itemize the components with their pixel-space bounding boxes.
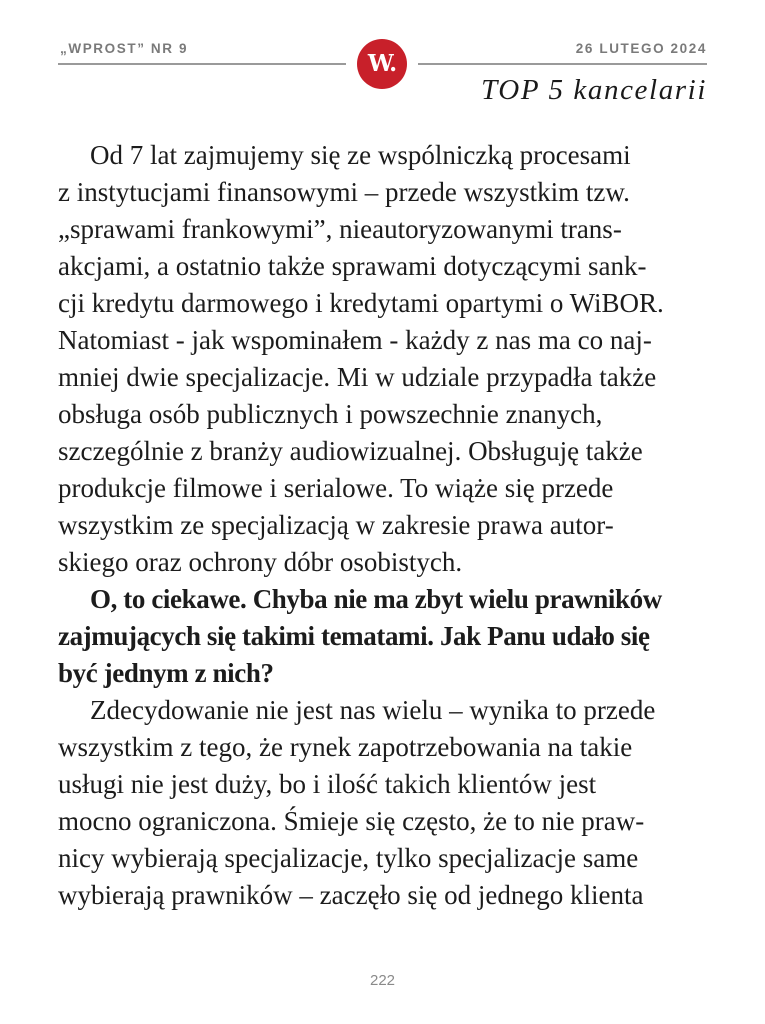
wprost-logo [357, 39, 407, 89]
header-rule-left [58, 63, 346, 65]
text-line: mniej dwie specjalizacje. Mi w udziale przypadła także [58, 362, 657, 392]
text-line: „sprawami frankowymi”, nieautoryzowanymi trans- [58, 214, 622, 244]
text-line: Od 7 lat zajmujemy się ze wspólniczką procesami [90, 140, 631, 170]
text-line: akcjami, a ostatnio także sprawami dotyczącymi sank- [58, 251, 647, 281]
text-line: z instytucjami finansowymi – przede wszystkim tzw. [58, 177, 630, 207]
text-line: usługi nie jest duży, bo i ilość takich klientów jest [58, 769, 597, 799]
text-line: skiego oraz ochrony dóbr osobistych. [58, 547, 463, 577]
text-line: nicy wybierają specjalizacje, tylko specjalizacje same [58, 843, 639, 873]
question-line: być jednym z nich? [58, 658, 274, 688]
page-number: 222 [369, 972, 396, 989]
text-line: produkcje filmowe i serialowe. To wiąże się przede [58, 473, 614, 503]
text-line: mocno ograniczona. Śmieje się często, że to nie praw- [58, 806, 645, 836]
header-rule-right [418, 63, 707, 65]
text-line: obsługa osób publicznych i powszechnie znanych, [58, 399, 603, 429]
logo-text: W. [367, 49, 397, 77]
section-title: TOP 5 kancelarii [481, 74, 707, 106]
magazine-issue: „WPROST” NR 9 [60, 41, 189, 56]
question-line: zajmujących się takimi tematami. Jak Panu udało się [58, 621, 650, 651]
page-header [0, 0, 765, 120]
issue-date: 26 LUTEGO 2024 [575, 41, 707, 56]
text-line: wszystkim z tego, że rynek zapotrzebowania na takie [58, 732, 633, 762]
text-line: cji kredytu darmowego i kredytami opartymi o WiBOR. [58, 288, 664, 318]
answer-paragraph-2 [58, 692, 708, 914]
text-line: wszystkim ze specjalizacją w zakresie prawa autor- [58, 510, 614, 540]
text-line: wybierają prawników – zaczęło się od jednego klienta [58, 880, 644, 910]
text-line: Zdecydowanie nie jest nas wielu – wynika to przede [90, 695, 656, 725]
article-body [58, 137, 708, 914]
answer-paragraph-1 [58, 137, 708, 581]
question-line: O, to ciekawe. Chyba nie ma zbyt wielu prawników [90, 584, 662, 614]
text-line: szczególnie z branży audiowizualnej. Obsługuję także [58, 436, 643, 466]
text-line: Natomiast - jak wspominałem - każdy z nas ma co naj- [58, 325, 652, 355]
question-paragraph-2 [58, 581, 708, 692]
